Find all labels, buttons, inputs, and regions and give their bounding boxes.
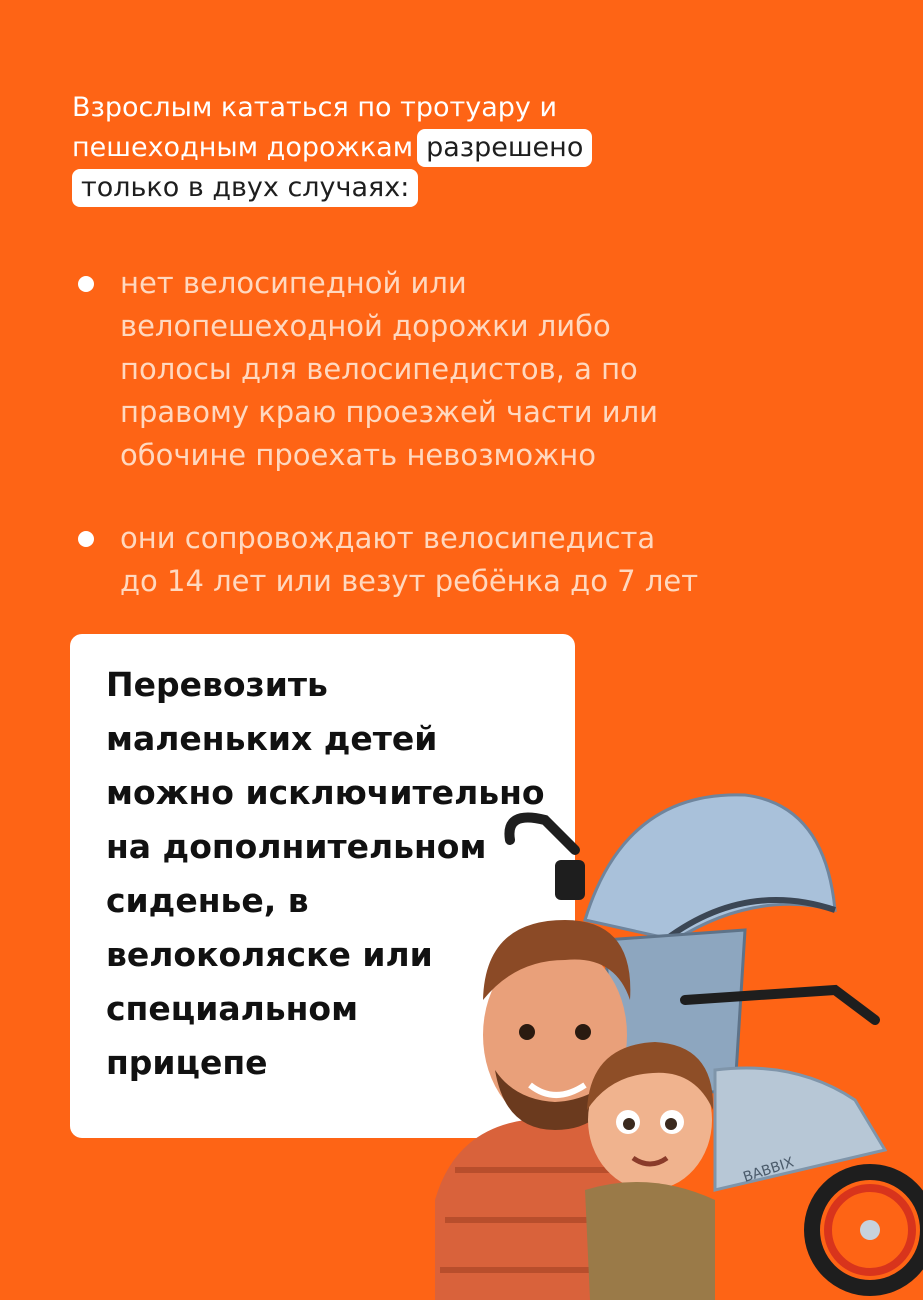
card-line-8: прицепе (106, 1043, 268, 1082)
bullet-dot-icon (78, 531, 94, 547)
intro-line-1: Взрослым кататься по тротуару и (72, 92, 557, 123)
conditions-list (78, 262, 838, 603)
highlight-allowed: разрешено (417, 129, 592, 167)
card-line-6: велоколяске или (106, 935, 433, 974)
bullet-dot-icon (78, 276, 94, 292)
bullet-1-line-2: велопешеходной дорожки либо (120, 309, 611, 343)
brand-logo: BABBIX (741, 1154, 796, 1186)
intro-line-2-text: пешеходным дорожкам (72, 132, 414, 163)
intro-text (72, 88, 692, 208)
card-line-7: специальном (106, 989, 359, 1028)
child-body-icon (585, 1182, 715, 1300)
card-line-5: сиденье, в (106, 881, 309, 920)
bullet-2-line-2: до 14 лет или везут ребёнка до 7 лет (120, 564, 699, 598)
stroller-canopy-icon (585, 795, 835, 940)
list-item (78, 517, 838, 603)
card-line-4: на дополнительном (106, 827, 487, 866)
father-child-stroller-illustration (415, 770, 923, 1300)
highlight-two-cases: только в двух случаях: (72, 169, 418, 207)
bullet-1-line-1: нет велосипедной или (120, 266, 467, 300)
list-item (78, 262, 838, 477)
card-line-2: маленьких детей (106, 719, 438, 758)
card-line-1: Перевозить (106, 665, 328, 704)
bullet-1-line-3: полосы для велосипедистов, а по (120, 352, 638, 386)
bullet-1-line-5: обочине проехать невозможно (120, 438, 596, 472)
bullet-1-line-4: правому краю проезжей части или (120, 395, 659, 429)
card-line-3: можно исключительно (106, 773, 545, 812)
intro-line-2 (72, 128, 692, 168)
stroller-handle-icon (509, 818, 575, 851)
bullet-2-line-1: они сопровождают велосипедиста (120, 521, 656, 555)
intro-line-3 (72, 168, 692, 208)
